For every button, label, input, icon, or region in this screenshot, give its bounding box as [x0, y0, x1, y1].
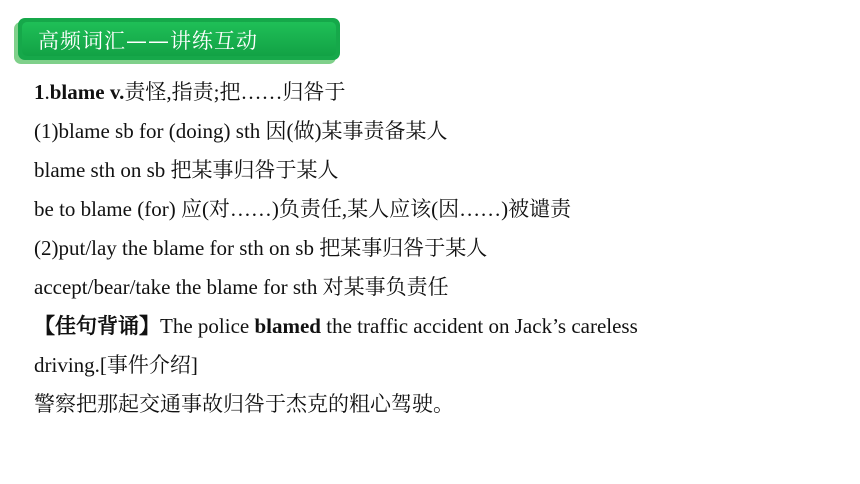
example-label: 【佳句背诵】	[34, 314, 160, 338]
banner-title: 高频词汇——讲练互动	[38, 29, 258, 53]
usage-line-4: (2)put/lay the blame for sth on sb 把某事归咎于某人	[34, 236, 488, 260]
example-keyword: blamed	[254, 314, 321, 338]
entry-word: blame	[49, 80, 105, 104]
usage-line-5: accept/bear/take the blame for sth 对某事负责任	[34, 275, 449, 299]
entry-pos: v.	[109, 80, 125, 104]
example-before: The police	[160, 314, 255, 338]
example-continuation: driving.[事件介绍]	[34, 353, 198, 377]
usage-line-2: blame sth on sb 把某事归咎于某人	[34, 158, 339, 182]
usage-line-3: be to blame (for) 应(对……)负责任,某人应该(因……)被谴责	[34, 197, 572, 221]
vocab-content	[34, 73, 834, 424]
entry-number: 1	[34, 80, 45, 104]
entry-heading: 1.blame v.责怪,指责;把……归咎于	[34, 80, 346, 104]
entry-meaning: 责怪,指责;把……归咎于	[124, 80, 346, 104]
example-after: the traffic accident on Jack’s careless	[320, 314, 638, 338]
example-sentence	[34, 307, 834, 346]
usage-line-1: (1)blame sb for (doing) sth 因(做)某事责备某人	[34, 119, 448, 143]
example-translation: 警察把那起交通事故归咎于杰克的粗心驾驶。	[34, 392, 454, 416]
